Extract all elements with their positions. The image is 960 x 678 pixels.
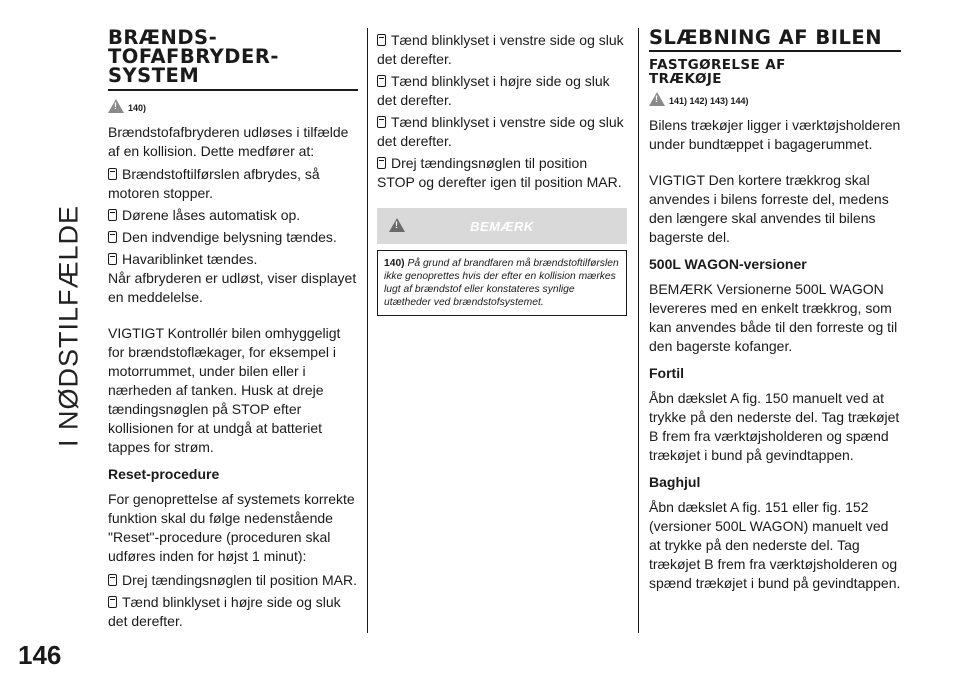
note-title: BEMÆRK (470, 218, 534, 234)
list-item: Drej tændingsnøglen til position STOP og derefter igen til position MAR. (377, 155, 622, 190)
note-number: 140) (384, 258, 405, 269)
bullet-icon (108, 596, 117, 608)
front-heading: Fortil (649, 365, 684, 381)
subsection-title-tow-eye: FASTGØRELSE AF TRÆKØJE (649, 57, 786, 87)
chapter-side-label (52, 26, 86, 626)
list-item: Tænd blinklyset i venstre side og sluk det derefter. (377, 114, 624, 149)
bullet-icon (108, 231, 117, 243)
front-paragraph: Åbn dækslet A fig. 150 manuelt ved at trykke på den nederste del. Tag trækøjet B frem fra værktøjsholderen og spænd trækøjet i bund på gevindtappen. (649, 390, 900, 463)
important-paragraph: VIGTIGT Kontrollér bilen omhyggeligt for brændstoflækager, for eksempel i motorrummet, under bilen eller i nærheden af tanken. Husk at dreje tændingsnøglen på STOP efter kollisionen for at undgå at batteriet tappes for strøm. (108, 325, 341, 455)
bullet-icon (108, 168, 117, 180)
warning-triangle-icon (649, 92, 665, 106)
column-divider (367, 28, 368, 633)
warning-triangle-icon (389, 218, 405, 232)
column-reset-continued (377, 31, 627, 316)
rear-paragraph: Åbn dækslet A fig. 151 eller fig. 152 (versioner 500L WAGON) manuelt ved at trykke på den nederste del. Tag trækøjet B frem fra værktøjsholderen og spænd trækøjet i bund på gevindtappen. (649, 499, 901, 591)
note-body (377, 250, 627, 316)
reset-intro: For genoprettelse af systemets korrekte funktion skal du følge nedenstående "Reset"-procedure (proceduren skal udføres inden for højst 1 minut): (108, 491, 355, 564)
warning-triangle-icon (108, 99, 124, 113)
important-paragraph: VIGTIGT Den kortere trækkrog skal anvendes i bilens forreste del, medens den længere skal anvendes til bilens bagerste del. (649, 172, 889, 245)
warning-reference: ! 141) 142) 143) 144) (649, 92, 901, 106)
note-box (377, 208, 627, 316)
list-item: Drej tændingsnøglen til position MAR. (108, 571, 358, 590)
list-item: Tænd blinklyset i højre side og sluk det derefter. (377, 73, 610, 108)
column-towing (649, 28, 901, 593)
bullet-icon (108, 209, 117, 221)
column-fuel-cutoff (108, 28, 358, 631)
note-text: På grund af brandfaren må brændstoftilførslen ikke genoprettes hvis der efter en kollision mærkes lugt af brændstof eller konstateres synlige utætheder ved brændstofsystemet. (384, 258, 619, 308)
reset-heading: Reset-procedure (108, 466, 220, 482)
rear-heading: Baghjul (649, 474, 701, 490)
chapter-title: I NØDSTILFÆLDE (53, 204, 84, 448)
list-item: Havariblinket tændes. (108, 250, 358, 269)
list-item: Dørene låses automatisk op. (108, 206, 358, 225)
section-title-towing: SLÆBNING AF BILEN (649, 28, 901, 52)
list-item: Den indvendige belysning tændes. (108, 228, 358, 247)
note-header (377, 208, 627, 244)
section-title-fuel-cutoff: BRÆNDS- TOFAFBRYDER- SYSTEM (108, 28, 358, 91)
column-divider (638, 28, 639, 633)
warning-reference: ! 140) (108, 99, 358, 113)
bullet-icon (377, 157, 386, 169)
bullet-icon (108, 574, 117, 586)
page-number: 146 (18, 640, 62, 670)
bullet-icon (377, 116, 386, 128)
list-item: Tænd blinklyset i venstre side og sluk det derefter. (377, 32, 624, 67)
tow-eye-location-paragraph: Bilens trækøjer ligger i værktøjsholderen under bundtæppet i bagagerummet. (649, 117, 901, 152)
intro-paragraph: Brændstofafbryderen udløses i tilfælde af en kollision. Dette medfører at: (108, 124, 349, 159)
bullet-icon (377, 34, 386, 46)
wagon-heading: 500L WAGON-versioner (649, 256, 807, 272)
bullet-icon (108, 253, 117, 265)
list-item: Tænd blinklyset i højre side og sluk det derefter. (108, 594, 341, 629)
bullet-icon (377, 75, 386, 87)
list-item: Brændstoftilførslen afbrydes, så motoren stopper. (108, 166, 320, 201)
wagon-paragraph: BEMÆRK Versionerne 500L WAGON levereres med en enkelt trækkrog, som kan anvendes både til den forreste og til den bagerste kofanger. (649, 281, 898, 354)
display-message-paragraph: Når afbryderen er udløst, viser displayet en meddelelse. (108, 270, 357, 305)
